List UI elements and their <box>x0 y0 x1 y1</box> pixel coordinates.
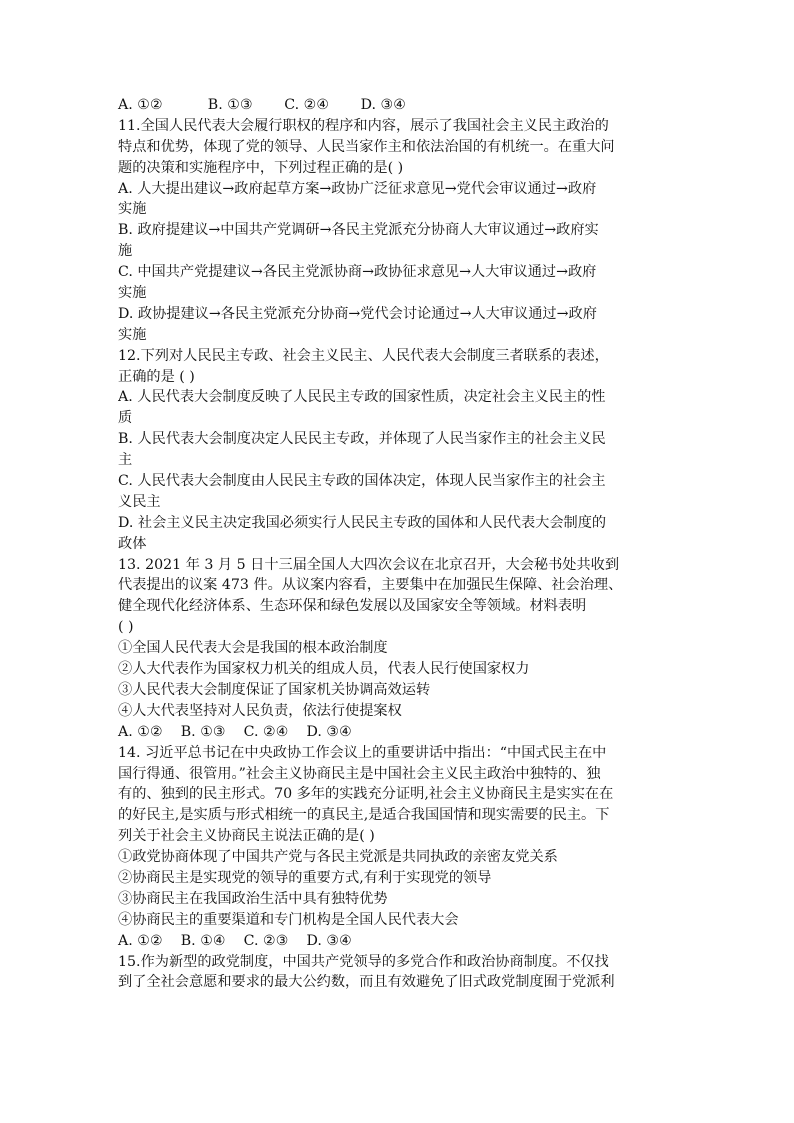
q12-option-b-line-1: B. 人民代表大会制度决定人民民主专政，并体现了人民当家作主的社会主义民 <box>118 431 606 448</box>
q11-option-d-line-1: D. 政协提建议→各民主党派充分协商→党代会讨论通过→人大审议通过→政府 <box>118 305 597 322</box>
q11-stem-line-3: 题的决策和实施程序中，下列过程正确的是( ) <box>118 159 404 176</box>
q13-statement-3: ③人民代表大会制度保证了国家机关协调高效运转 <box>118 681 431 698</box>
q13-stem-line-3: 健全现代化经济体系、生态环保和绿色发展以及国家安全等领域。材料表明 <box>118 598 587 615</box>
q13-stem-line-4: ( ) <box>118 619 134 636</box>
q12-option-d-line-1: D. 社会主义民主决定我国必须实行人民民主专政的国体和人民代表大会制度的 <box>118 514 607 531</box>
q12-option-a-line-2: 质 <box>118 410 133 427</box>
q11-option-c-line-1: C. 中国共产党提建议→各民主党派协商→政协征求意见→人大审议通过→政府 <box>118 264 597 281</box>
q14-stem-line-3: 有的、独到的民主形式。70 多年的实践充分证明,社会主义协商民主是实实在在 <box>118 786 614 803</box>
q13-stem-line-2: 代表提出的议案 473 件。从议案内容看，主要集中在加强民生保障、社会治理、 <box>118 577 623 594</box>
q12-option-b-line-2: 主 <box>118 452 133 469</box>
q14-options: A. ①② B. ①④ C. ②③ D. ③④ <box>118 932 352 949</box>
q13-stem-line-1: 13. 2021 年 3 月 5 日十三届全国人大四次会议在北京召开，大会秘书处共收到 <box>118 556 620 573</box>
q12-option-a-line-1: A. 人民代表大会制度反映了人民民主专政的国家性质，决定社会主义民主的性 <box>118 389 606 406</box>
q15-stem-line-1: 15.作为新型的政党制度，中国共产党领导的多党合作和政治协商制度。不仅找 <box>118 953 609 970</box>
q14-statement-4: ④协商民主的重要渠道和专门机构是全国人民代表大会 <box>118 911 459 928</box>
q13-statement-4: ④人大代表坚持对人民负责，依法行使提案权 <box>118 702 402 719</box>
q11-option-b-line-1: B. 政府提建议→中国共产党调研→各民主党派充分协商人大审议通过→政府实 <box>118 222 599 239</box>
q12-stem-line-1: 12.下列对人民民主专政、社会主义民主、人民代表大会制度三者联系的表述， <box>118 347 609 364</box>
q14-statement-1: ①政党协商体现了中国共产党与各民主党派是共同执政的亲密友党关系 <box>118 849 558 866</box>
q13-statement-2: ②人大代表作为国家权力机关的组成人员，代表人民行使国家权力 <box>118 661 530 678</box>
q14-stem-line-1: 14. 习近平总书记在中央政协工作会议上的重要讲话中指出：“中国式民主在中 <box>118 744 607 761</box>
q15-stem-line-2: 到了全社会意愿和要求的最大公约数，而且有效避免了旧式政党制度囿于党派利 <box>118 974 615 991</box>
q11-option-a-line-2: 实施 <box>118 201 147 218</box>
q14-stem-line-5: 列关于社会主义协商民主说法正确的是( ) <box>118 828 375 845</box>
q11-option-a-line-1: A. 人大提出建议→政府起草方案→政协广泛征求意见→党代会审议通过→政府 <box>118 180 597 197</box>
q12-option-c-line-2: 义民主 <box>118 493 161 510</box>
document-page <box>118 95 684 993</box>
q12-stem-line-2: 正确的是 ( ) <box>118 368 195 385</box>
q13-options: A. ①② B. ①③ C. ②④ D. ③④ <box>118 723 352 740</box>
q12-option-c-line-1: C. 人民代表大会制度由人民民主专政的国体决定，体现人民当家作主的社会主 <box>118 473 606 490</box>
q12-option-d-line-2: 政体 <box>118 535 147 552</box>
q13-statement-1: ①全国人民代表大会是我国的根本政治制度 <box>118 640 388 657</box>
q11-option-c-line-2: 实施 <box>118 285 147 302</box>
q14-stem-line-2: 国行得通、很管用。”社会主义协商民主是中国社会主义民主政治中独特的、独 <box>118 765 601 782</box>
q14-statement-3: ③协商民主在我国政治生活中具有独特优势 <box>118 890 388 907</box>
q11-stem-line-1: 11.全国人民代表大会履行职权的程序和内容，展示了我国社会主义民主政治的 <box>118 117 609 134</box>
q14-statement-2: ②协商民主是实现党的领导的重要方式,有利于实现党的领导 <box>118 869 492 886</box>
q11-option-d-line-2: 实施 <box>118 326 147 343</box>
q10-options: A. ①② B. ①③ C. ②④ D. ③④ <box>118 97 406 113</box>
q14-stem-line-4: 的好民主,是实质与形式相统一的真民主,是适合我国国情和现实需要的民主。下 <box>118 807 610 824</box>
q11-option-b-line-2: 施 <box>118 243 133 260</box>
q11-stem-line-2: 特点和优势，体现了党的领导、人民当家作主和依法治国的有机统一。在重大问 <box>118 138 615 155</box>
